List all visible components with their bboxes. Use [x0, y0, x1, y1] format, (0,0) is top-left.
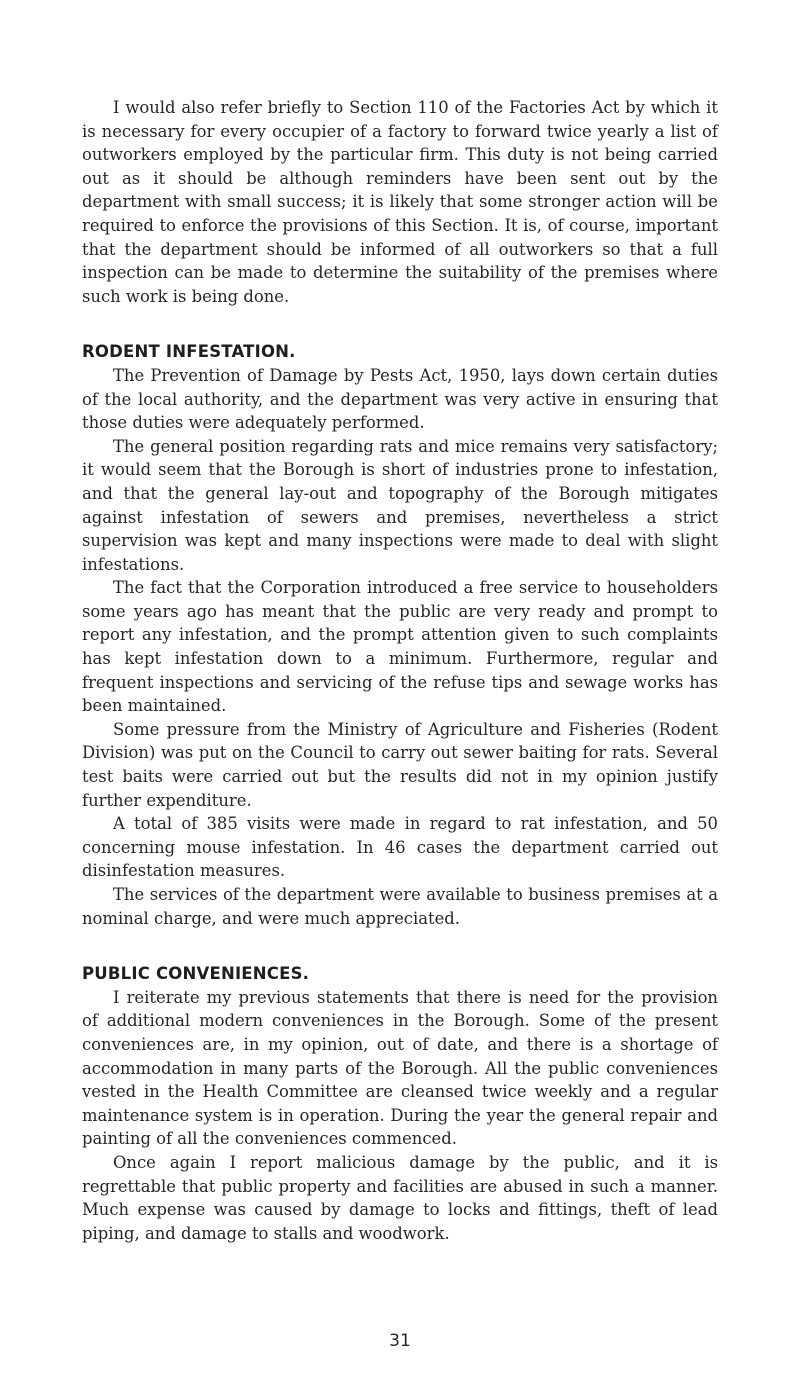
document-page	[82, 96, 718, 1245]
public-paragraph: I reiterate my previous statements that there is need for the provision of additional modern conveniences in the Borough. Some of the present conveniences are, in my opinion, out of date, and there is a shortage of accommodation in many parts of the Borough. All the public conveniences vested in the Health Committee are cleansed twice weekly and a regular maintenance system is in operation. During the year the general repair and painting of all the conveniences commenced.	[82, 987, 718, 1149]
intro-section	[82, 96, 718, 308]
rodent-paragraph: Some pressure from the Ministry of Agriculture and Fisheries (Rodent Division) was put on the Council to carry out sewer baiting for rats. Several test baits were carried out but the results did not in my opinion justify further expenditure.	[82, 719, 718, 810]
rodent-paragraph: The services of the department were available to business premises at a nominal charge, and were much appreciated.	[82, 885, 718, 928]
public-paragraph: Once again I report malicious damage by the public, and it is regrettable that public property and facilities are abused in such a manner. Much expense was caused by damage to locks and fittings, theft of lead piping, and damage to stalls and woodwork.	[82, 1152, 718, 1243]
rodent-paragraph: The fact that the Corporation introduced a free service to householders some years ago has meant that the public are very ready and prompt to report any infestation, and the prompt attention given to such complaints has kept infestation down to a minimum. Furthermore, regular and frequent inspections and servicing of the refuse tips and sewage works has been maintained.	[82, 578, 718, 716]
public-heading: PUBLIC CONVENIENCES.	[82, 964, 310, 984]
public-section	[82, 962, 718, 1245]
intro-paragraph: I would also refer briefly to Section 110 of the Factories Act by which it is necessary for every occupier of a factory to forward twice yearly a list of outworkers employed by the particular firm. This duty is not being carried out as it should be although reminders have been sent out by the department with small success; it is likely that some stronger action will be required to enforce the provisions of this Section. It is, of course, important that the department should be informed of all outworkers so that a full inspection can be made to determine the suitability of the premises where such work is being done.	[82, 98, 718, 306]
rodent-heading: RODENT INFESTATION.	[82, 342, 296, 362]
page-number: 31	[389, 1331, 411, 1351]
rodent-paragraph: The general position regarding rats and mice remains very satisfactory; it would seem that the Borough is short of industries prone to infestation, and that the general lay-out and topography of the Borough mitigates against infestation of sewers and premises, nevertheless a strict supervision was kept and many inspections were made to deal with slight infestations.	[82, 436, 718, 574]
rodent-paragraph: The Prevention of Damage by Pests Act, 1950, lays down certain duties of the local authority, and the department was very active in ensuring that those duties were adequately performed.	[82, 365, 718, 433]
rodent-paragraph: A total of 385 visits were made in regard to rat infestation, and 50 concerning mouse infestation. In 46 cases the department carried out disinfestation measures.	[82, 814, 718, 881]
rodent-section	[82, 340, 718, 930]
